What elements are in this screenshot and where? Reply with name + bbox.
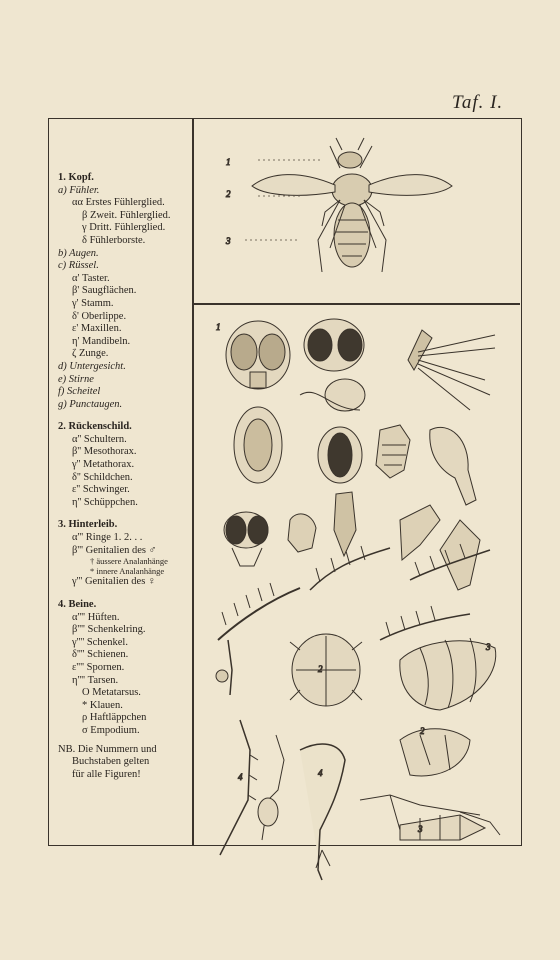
- legend-item: f) Scheitel: [58, 386, 101, 398]
- legend-item: δ'' Schildchen.: [72, 471, 133, 483]
- legend-item: α'' Schultern.: [72, 433, 127, 445]
- tarsal-leg-figure: [216, 640, 232, 695]
- fly-figure: [245, 138, 452, 272]
- head-profile-figure: [234, 407, 282, 483]
- legend-item: β''' Genitalien des ♂: [72, 544, 157, 556]
- figure-label: 1: [226, 157, 231, 167]
- legend-item: γ Dritt. Fühlerglied.: [82, 222, 166, 234]
- legend-item: δ' Oberlippe.: [72, 310, 127, 322]
- figure-label: 4: [318, 768, 323, 778]
- figure-label: 3: [418, 824, 423, 834]
- head-figure-front: [226, 321, 290, 389]
- abdomen-tip-figure: [400, 815, 485, 840]
- figure-label: 2: [226, 189, 231, 199]
- antenna-figure: [408, 330, 495, 410]
- section-beine-heading: 4. Beine.: [58, 599, 97, 610]
- legend-item: g) Punctaugen.: [58, 398, 123, 410]
- proboscis-figure: [288, 514, 316, 552]
- legend-item: δ Fühlerborste.: [82, 234, 146, 246]
- legend-item: a) Fühler.: [58, 184, 100, 196]
- legend-item: α' Taster.: [72, 272, 110, 284]
- legend-item: ε'''' Spornen.: [72, 661, 125, 673]
- section-ruecken-heading: 2. Rückenschild.: [58, 421, 132, 433]
- legend-item: γ'''' Schenkel.: [72, 636, 128, 648]
- figure-label: 3: [486, 642, 491, 652]
- figure-label: 1: [216, 322, 221, 332]
- legend-item: * innere Analanhänge: [90, 565, 165, 576]
- legend-item: e) Stirne: [58, 373, 94, 385]
- legend-item: η'''' Tarsen.: [72, 674, 119, 686]
- legend-item: ε' Maxillen.: [72, 323, 122, 335]
- eye-profile-figure: [318, 427, 362, 483]
- thorax-figure: [290, 634, 362, 706]
- foot-figure: [300, 744, 345, 880]
- legend-item: † äussere Analanhänge: [90, 556, 168, 567]
- head-dorsal-figure: [224, 512, 268, 566]
- legend-item: η' Mandibeln.: [72, 335, 131, 347]
- legend-item: c) Rüssel.: [58, 260, 99, 272]
- legend-item: η'' Schüppchen.: [72, 496, 138, 508]
- section-hinterleib-heading: 3. Hinterleib.: [58, 519, 118, 531]
- section-kopf-heading: 1. Kopf.: [58, 172, 94, 183]
- figure-label: 2: [318, 664, 323, 674]
- leg-segment-figure: [430, 427, 476, 505]
- legend-item: σ Empodium.: [82, 724, 140, 736]
- legend-item: β'' Mesothorax.: [72, 446, 137, 458]
- legend-item: β' Saugflächen.: [72, 285, 137, 297]
- legend-item: ζ Zunge.: [72, 348, 109, 360]
- legend-item: d) Untergesicht.: [58, 360, 126, 372]
- mouthparts-figure: [376, 425, 410, 478]
- figure-label: 3: [226, 236, 231, 246]
- legend-item: γ' Stamm.: [72, 297, 114, 309]
- legend-item: γ'' Metathorax.: [72, 459, 135, 471]
- nb-note-line: für alle Figuren!: [72, 768, 141, 780]
- head-side-figure: [300, 379, 365, 411]
- legend-item: β Zweit. Fühlerglied.: [82, 209, 171, 221]
- nb-note-line: NB. Die Nummern und: [58, 743, 157, 755]
- legend-item: δ'''' Schienen.: [72, 649, 129, 661]
- abdomen-figure: [400, 638, 496, 710]
- legend-item: b) Augen.: [58, 247, 99, 259]
- legend-item: α''' Ringe 1. 2. . .: [72, 532, 143, 544]
- head-figure-eyes: [304, 319, 364, 371]
- legend-item: ρ Haftläppchen: [82, 712, 147, 724]
- legend-item: O Metatarsus.: [82, 687, 141, 699]
- legend-item: γ''' Genitalien des ♀: [72, 576, 156, 588]
- figure-label: 2: [420, 726, 425, 736]
- tarsus-figure: [400, 505, 480, 590]
- plate-title: Taf. I.: [452, 92, 504, 113]
- nb-note-line: Buchstaben gelten: [72, 756, 150, 768]
- larva-figure: [334, 492, 356, 556]
- figure-label: 4: [238, 772, 243, 782]
- long-leg-figure: [220, 720, 284, 855]
- legend-item: ε'' Schwinger.: [72, 484, 130, 496]
- legend-item: β'''' Schenkelring.: [72, 624, 146, 636]
- genitalia-figure: [400, 729, 470, 776]
- legend-item: α'''' Hüften.: [72, 611, 120, 623]
- legend-item: * Klauen.: [82, 699, 123, 711]
- legend-item: αα Erstes Fühlerglied.: [72, 197, 165, 209]
